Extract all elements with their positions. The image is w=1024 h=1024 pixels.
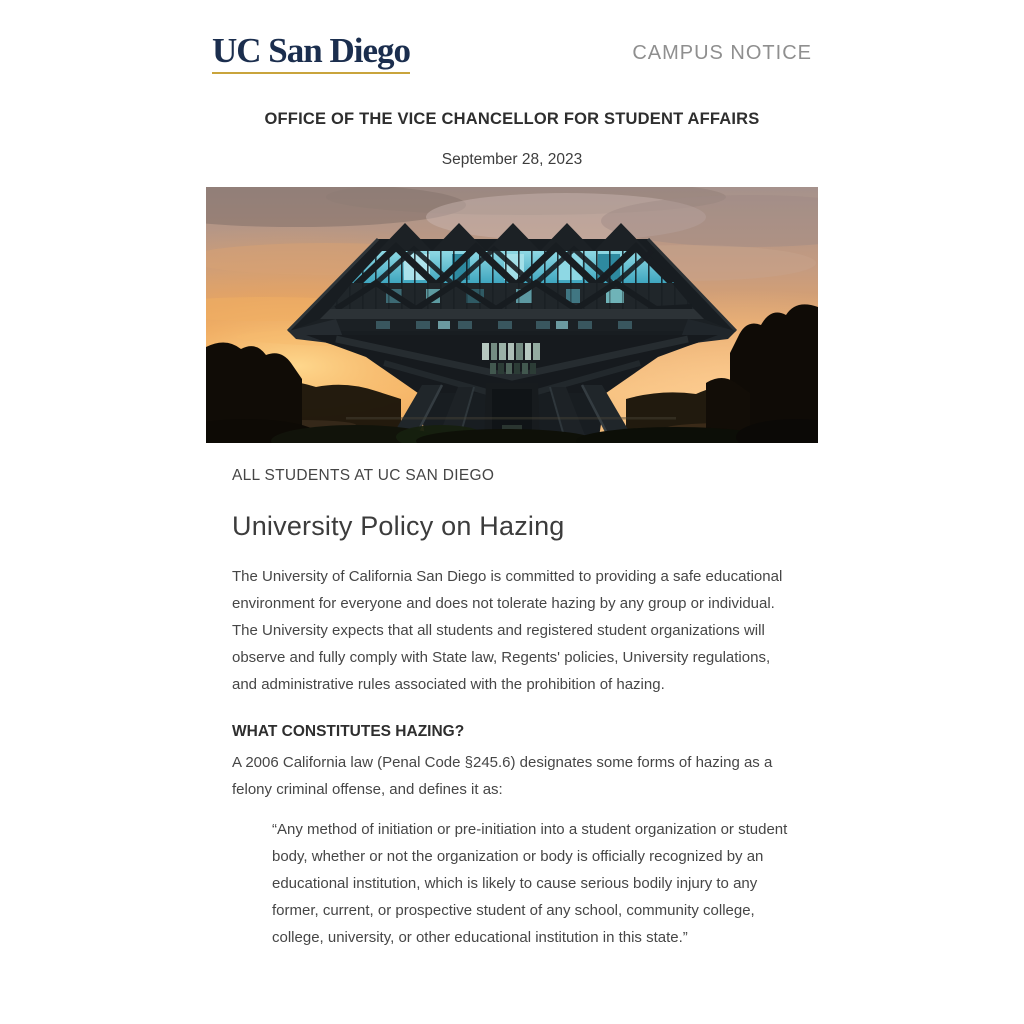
campus-notice-label: CAMPUS NOTICE <box>632 42 812 64</box>
header <box>206 0 818 74</box>
content-container <box>206 0 818 951</box>
article-title: University Policy on Hazing <box>232 511 565 541</box>
geisel-library-photo <box>206 187 818 443</box>
notice-date: September 28, 2023 <box>441 151 583 168</box>
ucsd-logo <box>212 33 410 74</box>
office-heading: OFFICE OF THE VICE CHANCELLOR FOR STUDENT AFFAIRS <box>264 110 760 128</box>
geisel-library-sunset-illustration <box>206 187 818 443</box>
article-body <box>206 467 818 951</box>
section-heading-what-constitutes-hazing: WHAT CONSTITUTES HAZING? <box>232 723 465 740</box>
audience-line: ALL STUDENTS AT UC SAN DIEGO <box>232 467 495 484</box>
hazing-definition-quote: “Any method of initiation or pre-initiation into a student organization or student body, whether or not the organization or body is officially recognized by an educational institution, which is likely to cause serious bodily injury to any former, current, or prospective student of any school, community college, college, university, or other educational institution in this state.” <box>272 821 788 946</box>
law-paragraph: A 2006 California law (Penal Code §245.6) designates some forms of hazing as a felony criminal offense, and defines it as: <box>232 754 773 798</box>
intro-paragraph: The University of California San Diego is committed to providing a safe educational environment for everyone and does not tolerate hazing by any group or individual. The University expects that all students and registered student organizations will observe and fully comply with State law, Regents' policies, University regulations, and administrative rules associated with the prohibition of hazing. <box>232 568 783 693</box>
ucsd-logo-text: UC San Diego <box>212 33 410 74</box>
